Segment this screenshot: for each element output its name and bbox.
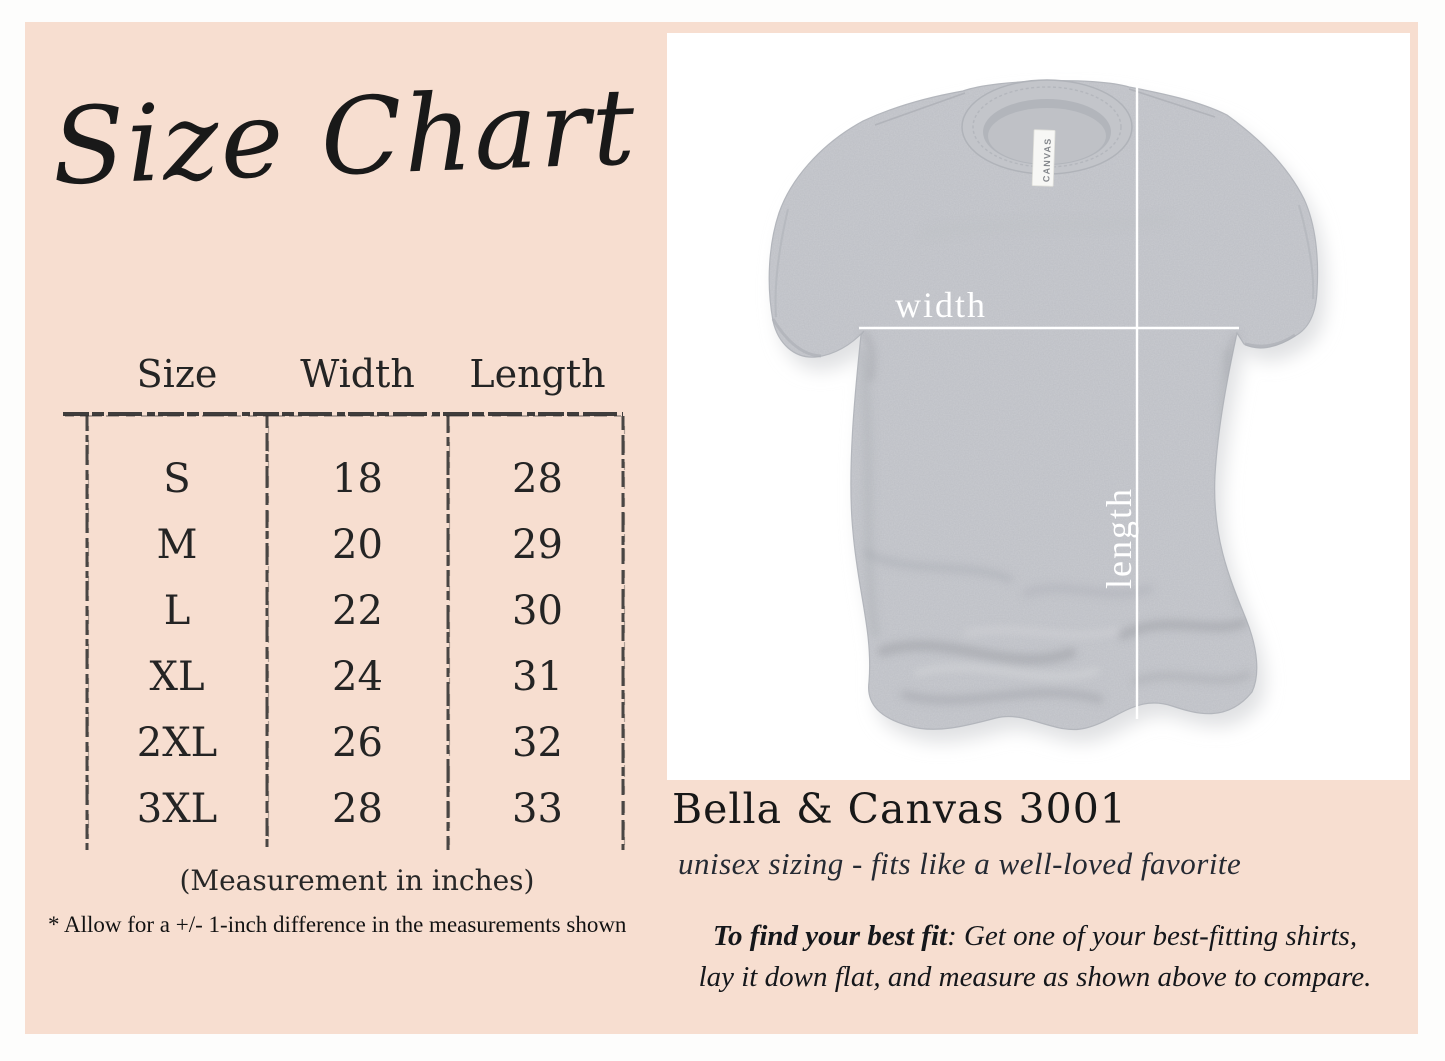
column-header-length: Length — [469, 352, 606, 396]
width-label: width — [895, 285, 988, 325]
tshirt-photo — [667, 33, 1410, 780]
table-cell: S — [163, 456, 191, 502]
table-cell: 33 — [512, 786, 563, 832]
table-cell: 30 — [512, 588, 563, 634]
fit-instructions-line2: lay it down flat, and measure as shown above to compare. — [698, 961, 1372, 994]
table-cell: L — [163, 588, 191, 634]
table-row — [87, 710, 627, 776]
size-table-body — [87, 446, 627, 842]
table-cell: M — [156, 522, 198, 568]
brand-tag — [1032, 130, 1055, 187]
table-row — [87, 512, 627, 578]
product-tagline: unisex sizing - fits like a well-loved favorite — [678, 846, 1242, 881]
photo-box — [667, 33, 1410, 780]
page-title: Size Chart — [50, 65, 639, 209]
table-cell: 29 — [512, 522, 563, 568]
table-cell: 28 — [512, 456, 563, 502]
table-cell: 26 — [332, 720, 383, 766]
tag-label: CANVAS — [1041, 137, 1053, 183]
table-spacer — [87, 410, 627, 446]
table-row — [87, 644, 627, 710]
table-cell: 32 — [512, 720, 563, 766]
fit-instructions-rest: : Get one of your best-fitting shirts, — [947, 920, 1358, 952]
table-cell: 31 — [512, 654, 563, 700]
size-table — [87, 338, 627, 842]
units-note: (Measurement in inches) — [179, 864, 535, 897]
table-row — [87, 446, 627, 512]
table-cell: 28 — [332, 786, 383, 832]
table-cell: 20 — [332, 522, 383, 568]
length-label: length — [1099, 487, 1139, 589]
table-header-row — [87, 338, 627, 410]
fit-instructions-lead: To find your best fit — [712, 920, 948, 952]
table-cell: 22 — [332, 588, 383, 634]
fit-instructions — [650, 916, 1420, 998]
table-cell: 24 — [332, 654, 383, 700]
column-header-width: Width — [300, 352, 415, 396]
table-cell: XL — [149, 654, 205, 700]
table-cell: 18 — [332, 456, 383, 502]
shirt — [769, 80, 1317, 730]
product-name: Bella & Canvas 3001 — [672, 785, 1127, 833]
table-row — [87, 578, 627, 644]
tolerance-disclaimer: * Allow for a +/- 1-inch difference in the measurements shown — [48, 912, 627, 937]
table-cell: 2XL — [136, 720, 218, 766]
column-header-size: Size — [136, 352, 218, 396]
table-cell: 3XL — [136, 786, 218, 832]
table-row — [87, 776, 627, 842]
fit-instructions-line1 — [650, 916, 1420, 957]
